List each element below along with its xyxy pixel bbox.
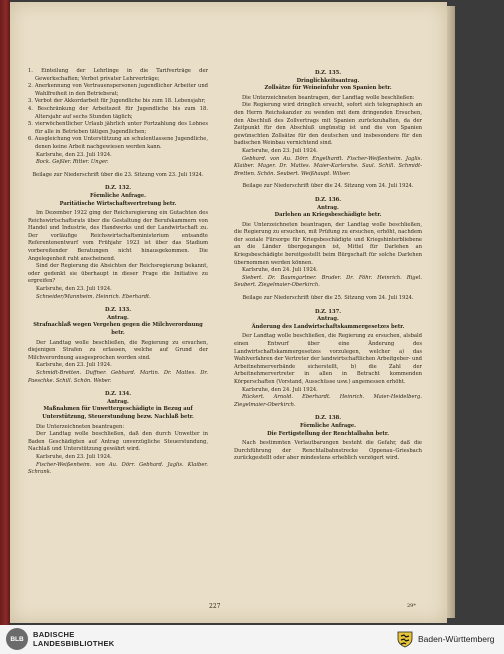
signatories: Bock. Geßler. Ritter. Unger. <box>36 159 109 166</box>
motion-type: Dringlichkeitsantrag. <box>296 77 360 84</box>
signatories: Gebhard. von Au. Dörr. Engelhardt. Fischer-Weißenheim. Jaglis. Klaiber. Mager. Dr. Mattes. Maier-Karlsruhe. Saul. Schill. Schmidt-Bretten. Schön. Seubert. Weißhaupt. Wilser. <box>234 155 422 177</box>
motion-body: Nach bestimmten Verlautbarungen besteht die Gefahr, daß die Durchführung der Renchtalbahnstrecke Oppenau–Griesbach zurückgestellt oder aber mindestens erheblich verzögert wird. <box>234 440 422 462</box>
motion-type: Antrag. <box>107 314 129 321</box>
region-name[interactable]: Baden-Württemberg <box>418 634 495 644</box>
signatories: Siebert. Dr. Baumgartner. Bruder. Dr. Föhr. Heinrich. Rigel. Seubert. Ziegelmaier-Oberkirch. <box>234 274 422 289</box>
signatories: Schneider/Mannheim. Heinrich. Eberhardt. <box>36 293 151 300</box>
motion-number: D.Z. 138. <box>314 415 342 422</box>
book-binding <box>0 0 10 625</box>
blb-logo-icon[interactable]: BLB <box>6 628 28 650</box>
left-column <box>28 68 208 477</box>
motion-number: D.Z. 134. <box>104 391 132 398</box>
page-number: 227 <box>209 603 221 610</box>
footer-bar <box>0 625 504 654</box>
library-name[interactable] <box>33 630 114 648</box>
motion-body: Der Landtag wolle beschließen, die Regierung zu ersuchen, diejenigen Strafen zu erlassen, welche auf Grund der Milchverordnung ausgesprochen worden sind. <box>28 339 208 361</box>
list-item: 6. Ausgleichung von Unterstützung an schulentlassene Jugendliche, denen keine Arbeit nachgewiesen werden kann. <box>28 136 208 150</box>
signatories: Schmidt-Bretten. Duffner. Gebhard. Martin. Dr. Mattes. Dr. Paeschke. Schill. Schön. Weber. <box>28 369 208 384</box>
motion-type: Förmliche Anfrage. <box>90 192 146 199</box>
signature-date: Karlsruhe, den 23. Juli 1924. <box>36 362 112 369</box>
motion-type: Antrag. <box>317 316 339 323</box>
beilage-heading: Beilage zur Niederschrift über die 23. Sitzung vom 23. Juli 1924. <box>32 171 204 178</box>
motion-body: Die Regierung wird dringlich ersucht, sofort sich telegraphisch an den Herrn Reichskanzler zu wenden mit dem dringenden Ersuchen, den Abschluß des Zollvertrags mit Spanien zurückzuhalten, da der Zeitpunkt für den Abschluß ungünstig ist und die von Spanien gewünschten Zollsätze für den deutschen und insbesondere für den badischen Weinbau vernichtend sind. <box>234 102 422 147</box>
signature-date: Karlsruhe, den 24. Juli 1924. <box>242 267 318 274</box>
motion-intro: Die Unterzeichneten beantragen, der Landtag wolle beschließen: <box>242 94 415 101</box>
motion-subject: Die Fertigstellung der Renchtalbahn betr. <box>267 430 389 437</box>
motion-question: Sind der Regierung die Absichten der Reichsregierung bekannt, oder gedenkt sie überhaupt in dieser Frage die Initiative zu ergreifen? <box>28 263 208 285</box>
motion-subject: Zollsätze für Weineinfuhr von Spanien betr. <box>264 85 392 92</box>
library-name-line2: LANDESBIBLIOTHEK <box>33 639 115 648</box>
list-item: 2. Anerkennung von Vertrauenspersonen jugendlicher Arbeiter und Wahlfreiheit in den Betriebsrat; <box>28 83 208 97</box>
list-item: 4. Beschränkung der Arbeitszeit für Jugendliche bis zum 18. Altersjahr auf sechs Stunden täglich; <box>28 105 208 120</box>
motion-intro: Die Unterzeichneten beantragen: <box>36 423 125 430</box>
beilage-heading: Beilage zur Niederschrift über die 25. Sitzung vom 24. Juli 1924. <box>242 295 414 302</box>
motion-subject: Darlehen an Kriegsbeschädigte betr. <box>274 212 382 219</box>
motion-subject: Maßnahmen für Unwettergeschädigte in Bezug auf Unterstützung, Steuerstundung bezw. Nachlaß betr. <box>42 406 194 420</box>
motion-number: D.Z. 133. <box>104 307 132 314</box>
signature-date: Karlsruhe, den 23. Juli 1924. <box>36 151 112 158</box>
motion-number: D.Z. 132. <box>104 185 132 192</box>
motion-subject: Paritätische Wirtschaftsvertretung betr. <box>59 200 177 207</box>
list-item: 3. Verbot der Akkordarbeit für Jugendliche bis zum 18. Lebensjahr; <box>28 98 206 105</box>
signature-date: Karlsruhe, den 23. Juli 1924. <box>36 286 112 293</box>
motion-body: Die Unterzeichneten beantragen, der Landtag wolle beschließen, die Regierung zu ersuchen, mit Prüfung zu ersuchen, erhöht, nachdem der soziale Fürsorge für Kriegsbeschädigte und Kriegshinterbliebene an die Länder übergegangen ist, Mittel für Darlehen an Kriegsbeschädigte bereitgestellt beim Bürgschaft für solche Darlehen übernommen werden können. <box>234 221 422 266</box>
motion-type: Antrag. <box>107 398 129 405</box>
list-item: 1. Einteilung der Lehrlinge in die Tarifverträge der Gewerkschaften; Verbot privater Lehrverträge; <box>28 68 208 82</box>
motion-type: Antrag. <box>317 204 339 211</box>
library-name-line1: BADISCHE <box>33 630 75 639</box>
motion-subject: Änderung des Landwirtschaftskammergesetzes betr. <box>251 323 405 330</box>
page-edge <box>447 6 455 618</box>
motion-number: D.Z. 135. <box>314 70 342 76</box>
motion-body: Im Dezember 1922 ging der Reichsregierung ein Gutachten des Reichswirtschaftsrats über die Gestaltung der Berufskammern von Handel und Industrie, des Handwerks und der Landwirtschaft zu. Der vorläufige Reichswirtschaftsministerium entsandte Referentenentwurf vom Frühjahr 1923 ist über das Stadium vorbereitender Beratungen nicht hinausgekommen. Die Angelegenheit ruht anscheinend. <box>28 210 208 262</box>
beilage-heading: Beilage zur Niederschrift über die 24. Sitzung vom 24. Juli 1924. <box>242 183 414 190</box>
signatories: Rückert. Arnold. Eberhardt. Heinrich. Maier-Heidelberg. Ziegelmaier-Oberkirch. <box>234 394 422 408</box>
printer-signature-mark: 29* <box>407 603 416 609</box>
signatories: Fischer-Weißenheim. von Au. Dörr. Gebhard. Jaglis. Klaiber. Schrank. <box>28 461 208 476</box>
motion-type: Förmliche Anfrage. <box>300 422 356 429</box>
signature-date: Karlsruhe, den 23. Juli 1924. <box>242 147 318 154</box>
motion-number: D.Z. 136. <box>314 196 342 203</box>
motion-number: D.Z. 137. <box>314 308 342 315</box>
signature-date: Karlsruhe, den 24. Juli 1924. <box>242 386 318 393</box>
motion-subject: Strafnachlaß wegen Vergehen gegen die Milchverordnung betr. <box>33 322 203 336</box>
list-item: 5. vierwöchentlicher Urlaub jährlich unter Fortzahlung des Lohnes für alle in Betrieben tätigen Jugendlichen; <box>28 121 208 135</box>
right-column <box>234 70 422 463</box>
signature-date: Karlsruhe, den 23. Juli 1924. <box>36 453 112 460</box>
motion-body: Der Landtag wolle beschließen, die Regierung zu ersuchen, alsbald einen Entwurf über eine Änderung des Landwirtschaftskammergesetzes vorzulegen, welcher a) das Wahlverfahren der Vertreter der landwirtschaftlichen Arbeitgeber- und Arbeitnehmerverbände sicherstellt, b) die Zahl der Arbeitnehmervertreter in allen in Betracht kommenden Körperschaften (Vorstand, Ausschüsse usw.) angemessen erhöht. <box>234 333 422 385</box>
motion-body: Der Landtag wolle beschließen, daß den durch Unwetter in Baden Geschädigten auf Antrag unverzügliche Steuerstundung, Nachlaß und Unterstützung gewährt wird. <box>28 431 208 453</box>
baden-wuerttemberg-crest-icon <box>396 630 414 648</box>
